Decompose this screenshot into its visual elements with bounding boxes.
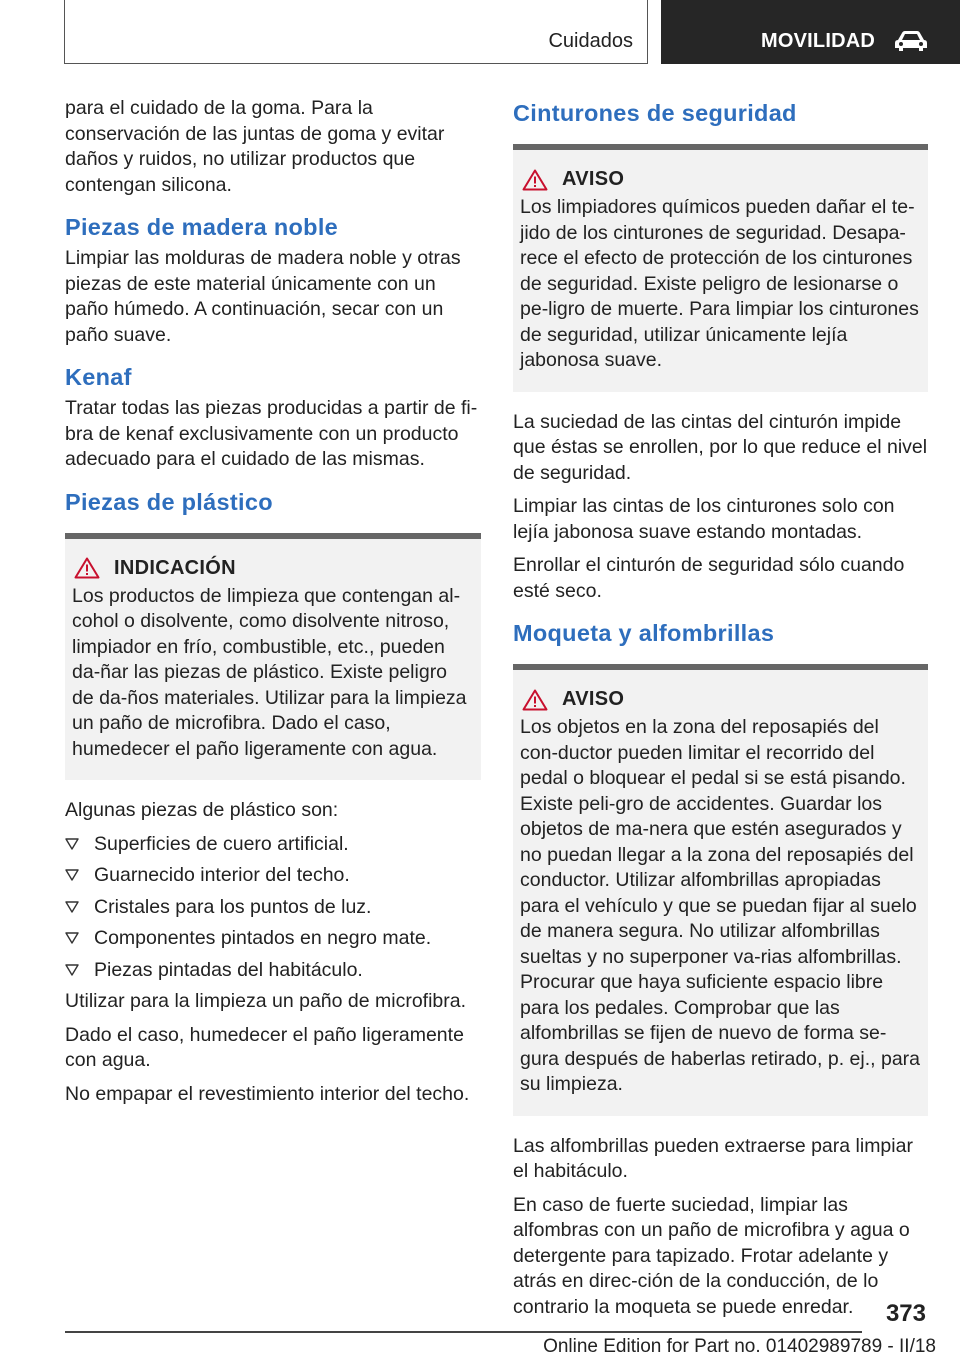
list-item: Cristales para los puntos de luz. xyxy=(65,895,481,921)
wood-paragraph: Limpiar las molduras de madera noble y otras piezas de este material únicamente con un paño húmedo. A continuación, secar con un paño suave. xyxy=(65,247,461,346)
triangle-bullet-icon xyxy=(65,832,94,858)
belts-paragraph-1: La suciedad de las cintas del cinturón impide que éstas se enrollen, por lo que reduce el nivel de seguridad. xyxy=(513,410,928,484)
plastic-paragraph-2: Dado el caso, humedecer el paño ligeramente con agua. xyxy=(65,1023,464,1071)
notice-body: Los objetos en la zona del reposapiés del con‐ductor pueden limitar el recorrido del pedal o bloquear el pedal si se está pisando. Existe peli‐gro de accidentes. Guardar los objetos de ma‐nera que estén asegurados y no puedan llegar a la zona del reposapiés del conductor. Utilizar alfombrillas apropiadas para el vehículo y que se puedan fijar al suelo de manera segura. No utilizar alfombrillas sueltas y no superponer va‐rias alfombrillas. Procurar que haya suficiente espacio libre para los pedales. Comprobar que las alfombrillas se fijen de nuevo de forma se‐gura después de haberlas retirado, p. ej., para su limpieza. xyxy=(520,716,921,1095)
triangle-bullet-icon xyxy=(65,895,94,921)
section-title: Cuidados xyxy=(548,30,633,52)
heading-kenaf: Kenaf xyxy=(65,364,132,390)
notice-body: Los productos de limpieza que contengan al‐cohol o disolvente, como disolvente nitroso, limpiador en frío, combustible, etc., pueden da‐ñar las piezas de plástico. Existe peligro de da‐ños materiales. Utilizar para la limpieza un paño de microfibra. Dado el caso, humedecer el paño ligeramente con agua. xyxy=(72,584,467,760)
intro-paragraph: para el cuidado de la goma. Para la conservación de las juntas de goma y evitar daños y ruidos, no utilizar productos que contengan silicona. xyxy=(65,97,445,196)
footer-divider xyxy=(65,1331,862,1333)
triangle-bullet-icon xyxy=(65,958,94,984)
notice-title: AVISO xyxy=(562,168,625,190)
notice-aviso-belts xyxy=(513,144,928,392)
list-item: Guarnecido interior del techo. xyxy=(65,863,481,889)
belts-paragraph-2: Limpiar las cintas de los cinturones solo con lejía jabonosa suave estando montadas. xyxy=(513,495,895,543)
footer-edition: Online Edition for Part no. 01402989789 - II/18 xyxy=(543,1336,936,1357)
notice-aviso-mats xyxy=(513,664,928,1116)
page-number: 373 xyxy=(885,1300,926,1327)
warning-icon xyxy=(74,557,100,579)
chapter-title: MOVILIDAD xyxy=(761,30,876,52)
header-frame xyxy=(64,0,648,64)
notice-title: AVISO xyxy=(562,688,625,710)
heading-wood: Piezas de madera noble xyxy=(65,214,339,240)
list-item: Piezas pintadas del habitáculo. xyxy=(65,958,481,984)
plastic-list xyxy=(65,832,481,984)
warning-icon xyxy=(522,689,548,711)
kenaf-paragraph: Tratar todas las piezas producidas a partir de fi‐bra de kenaf exclusivamente con un producto adecuado para el cuidado de las mismas. xyxy=(65,397,478,470)
car-icon xyxy=(893,30,929,52)
mats-paragraph-2: En caso de fuerte suciedad, limpiar las alfombras con un paño de microfibra y agua o detergente para tapizado. Frotar adelante y atrás en direc‐ción de la conducción, de lo contrario la moqueta se puede enredar. xyxy=(513,1193,910,1318)
notice-indicacion xyxy=(65,533,481,781)
mats-paragraph-1: Las alfombrillas pueden extraerse para limpiar el habitáculo. xyxy=(513,1134,913,1182)
heading-mats: Moqueta y alfombrillas xyxy=(513,620,775,646)
notice-body: Los limpiadores químicos pueden dañar el te‐jido de los cinturones de seguridad. Desapa‐rece el efecto de protección de los cinturones de seguridad. Existe peligro de lesionarse o pe‐ligro de muerte. Para limpiar los cinturones de seguridad, utilizar únicamente lejía jabonosa suave. xyxy=(520,196,919,371)
plastic-paragraph-1: Utilizar para la limpieza un paño de microfibra. xyxy=(65,990,467,1012)
triangle-bullet-icon xyxy=(65,926,94,952)
chapter-tab xyxy=(661,0,960,64)
left-column xyxy=(65,96,481,1115)
heading-plastic: Piezas de plástico xyxy=(65,488,273,515)
warning-icon xyxy=(522,169,548,191)
right-column xyxy=(513,96,928,1328)
plastic-paragraph-3: No empapar el revestimiento interior del techo. xyxy=(65,1082,470,1105)
heading-belts: Cinturones de seguridad xyxy=(513,100,797,126)
plastic-intro: Algunas piezas de plástico son: xyxy=(65,799,339,821)
belts-paragraph-3: Enrollar el cinturón de seguridad sólo cuando esté seco. xyxy=(513,554,905,602)
notice-title: INDICACIÓN xyxy=(114,556,236,579)
list-item: Componentes pintados en negro mate. xyxy=(65,926,481,952)
triangle-bullet-icon xyxy=(65,863,94,889)
list-item: Superficies de cuero artificial. xyxy=(65,832,481,858)
